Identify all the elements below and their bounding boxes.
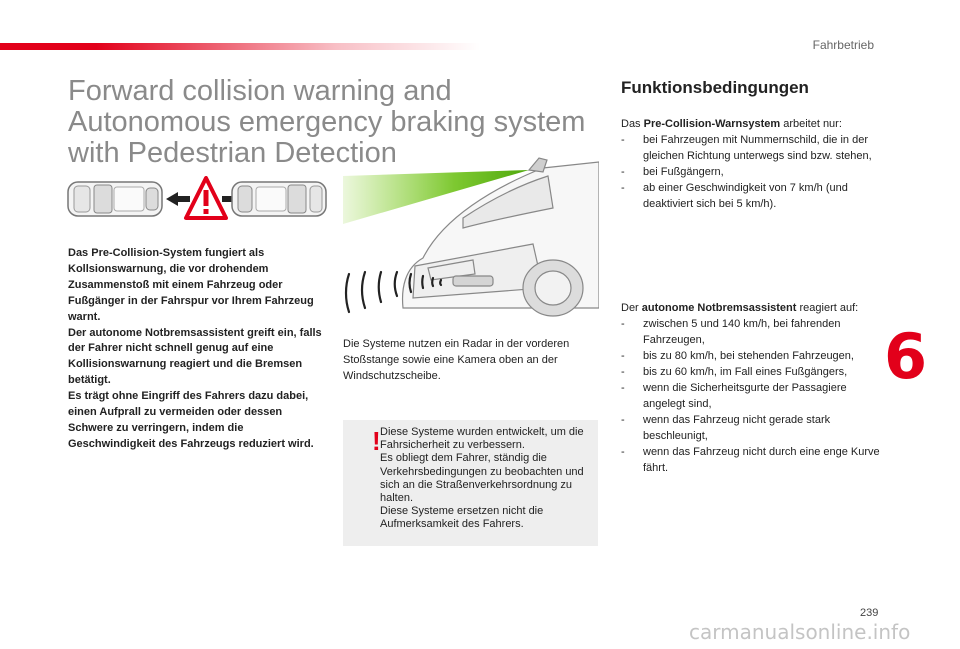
intro-paragraph: Es trägt ohne Eingriff des Fahrers dazu dabei, einen Aufprall zu vermeiden oder dessen Schwere zu verringern, indem die Geschwindigkeit des Fahrzeugs reduziert wird. bbox=[68, 390, 314, 450]
pcw-list bbox=[621, 132, 881, 212]
list-item-text: wenn das Fahrzeug nicht durch eine enge Kurve fährt. bbox=[643, 446, 880, 474]
list-item bbox=[621, 364, 881, 380]
collision-warning-illustration bbox=[66, 176, 328, 222]
arrow-left-icon bbox=[166, 192, 190, 206]
list-dash: - bbox=[621, 366, 625, 378]
chapter-number: 6 bbox=[884, 320, 928, 393]
radar-van-illustration bbox=[343, 148, 599, 323]
warning-note-line: Diese Systeme ersetzen nicht die Aufmerksamkeit des Fahrers. bbox=[380, 505, 544, 531]
list-item-text: wenn das Fahrzeug nicht gerade stark beschleunigt, bbox=[643, 414, 831, 442]
conditions-heading: Funktionsbedingungen bbox=[621, 78, 809, 97]
pcw-suffix: arbeitet nur: bbox=[780, 118, 842, 130]
pcw-system-name: Pre-Collision-Warnsystem bbox=[643, 118, 781, 130]
list-item-text: wenn die Sicherheitsgurte der Passagiere angelegt sind, bbox=[643, 382, 847, 410]
list-item bbox=[621, 180, 881, 212]
intro-text bbox=[68, 246, 330, 453]
aeb-suffix: reagiert auf: bbox=[796, 302, 859, 314]
exclamation-icon: ! bbox=[372, 426, 381, 456]
list-dash: - bbox=[621, 414, 625, 426]
conditions-column bbox=[621, 78, 881, 474]
intro-paragraph: Der autonome Notbremsassistent greift ein, falls der Fahrer nicht schnell genug auf eine Kollisionswarnung reagiert und die Bremsen betätigt. bbox=[68, 326, 322, 387]
pcw-intro bbox=[621, 116, 881, 132]
list-item bbox=[621, 380, 881, 412]
intro-paragraph: Das Pre-Collision-System fungiert als Kollsionswarnung, die vor drohendem Zusammenstoß mit einem Fahrzeug oder Fußgänger in der Fahrspur vor Ihrem Fahrzeug warnt. bbox=[68, 247, 314, 323]
list-item bbox=[621, 164, 881, 180]
list-item-text: bei Fußgängern, bbox=[643, 166, 724, 178]
page-number: 239 bbox=[860, 607, 879, 619]
list-dash: - bbox=[621, 182, 625, 194]
list-dash: - bbox=[621, 134, 625, 146]
list-item bbox=[621, 412, 881, 444]
warning-note-text bbox=[380, 426, 590, 532]
list-dash: - bbox=[621, 382, 625, 394]
list-item bbox=[621, 444, 881, 476]
rear-car-image bbox=[68, 182, 162, 216]
list-dash: - bbox=[621, 446, 625, 458]
warning-note-box bbox=[343, 420, 598, 546]
aeb-intro bbox=[621, 300, 881, 316]
list-item-text: bis zu 80 km/h, bei stehenden Fahrzeugen, bbox=[643, 350, 854, 362]
list-item bbox=[621, 348, 881, 364]
list-item-text: zwischen 5 und 140 km/h, bei fahrenden Fahrzeugen, bbox=[643, 318, 841, 346]
list-dash: - bbox=[621, 350, 625, 362]
warning-triangle-icon bbox=[186, 178, 226, 218]
warning-note-line: Diese Systeme wurden entwickelt, um die Fahrsicherheit zu verbessern. bbox=[380, 426, 584, 452]
header-accent-bar bbox=[0, 43, 480, 50]
page-title: Forward collision warning and Autonomous emergency braking system with Pedestrian Detection bbox=[68, 75, 586, 169]
warning-note-line: Es obliegt dem Fahrer, ständig die Verkehrsbedingungen zu beobachten und sich an die Straßenverkehrsordnung zu halten. bbox=[380, 452, 584, 505]
watermark: carmanualsonline.info bbox=[689, 620, 911, 644]
list-item-text: ab einer Geschwindigkeit von 7 km/h (und deaktiviert sich bei 5 km/h). bbox=[643, 182, 848, 210]
pcw-prefix: Das bbox=[621, 118, 644, 130]
aeb-list bbox=[621, 316, 881, 476]
list-item bbox=[621, 316, 881, 348]
list-item-text: bis zu 60 km/h, im Fall eines Fußgängers, bbox=[643, 366, 848, 378]
pcw-conditions bbox=[621, 116, 881, 212]
aeb-conditions bbox=[621, 300, 881, 476]
radar-description: Die Systeme nutzen ein Radar in der vorderen Stoßstange sowie eine Kamera oben an der Windschutzscheibe. bbox=[343, 338, 570, 382]
front-car-image bbox=[232, 182, 326, 216]
section-label: Fahrbetrieb bbox=[812, 38, 874, 52]
list-dash: - bbox=[621, 166, 625, 178]
list-dash: - bbox=[621, 318, 625, 330]
aeb-prefix: Der bbox=[621, 302, 642, 314]
list-item-text: bei Fahrzeugen mit Nummernschild, die in der gleichen Richtung unterwegs sind bzw. stehen, bbox=[643, 134, 872, 162]
aeb-system-name: autonome Notbremsassistent bbox=[641, 302, 797, 314]
list-item bbox=[621, 132, 881, 164]
